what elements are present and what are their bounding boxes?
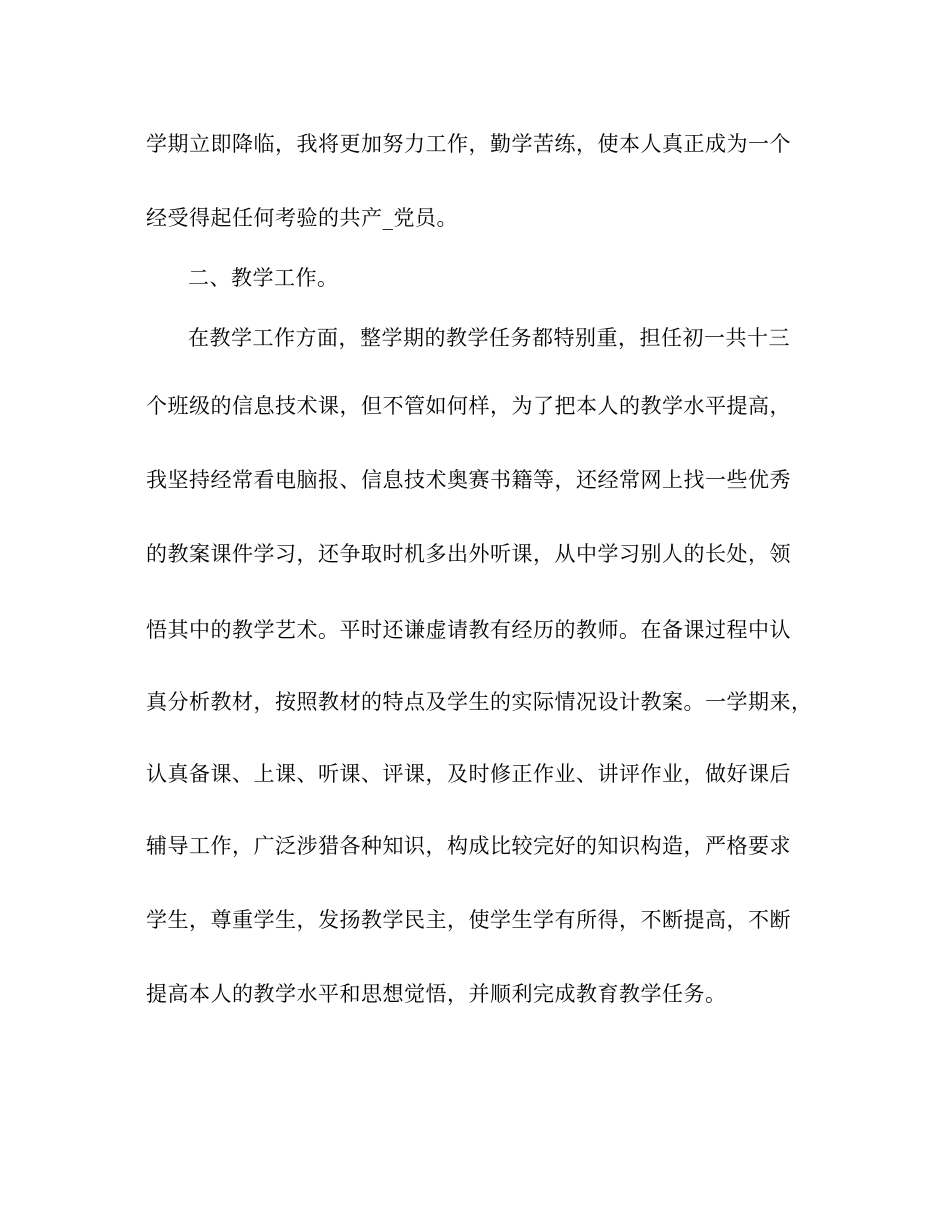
text-line: 个班级的信息技术课，但不管如何样，为了把本人的教学水平提高， bbox=[146, 394, 791, 418]
text-line: 悟其中的教学艺术。平时还谦虚请教有经历的教师。在备课过程中认 bbox=[146, 618, 791, 642]
section-heading: 二、教学工作。 bbox=[188, 266, 339, 290]
text-line: 学期立即降临，我将更加努力工作，勤学苦练，使本人真正成为一个 bbox=[146, 132, 791, 156]
text-line: 学生，尊重学生，发扬教学民主，使学生学有所得，不断提高，不断 bbox=[146, 908, 791, 932]
text-line: 我坚持经常看电脑报、信息技术奥赛书籍等，还经常网上找一些优秀 bbox=[146, 468, 791, 492]
text-line: 认真备课、上课、听课、评课，及时修正作业、讲评作业，做好课后 bbox=[146, 762, 791, 786]
text-line: 经受得起任何考验的共产_党员。 bbox=[146, 206, 458, 230]
text-line: 真分析教材，按照教材的特点及学生的实际情况设计教案。一学期来， bbox=[146, 690, 813, 714]
text-line: 的教案课件学习，还争取时机多出外听课，从中学习别人的长处，领 bbox=[146, 542, 791, 566]
paragraph-first-line: 在教学工作方面，整学期的教学任务都特别重，担任初一共十三 bbox=[188, 326, 790, 350]
text-line: 辅导工作，广泛涉猎各种知识，构成比较完好的知识构造，严格要求 bbox=[146, 834, 791, 858]
text-line: 提高本人的教学水平和思想觉悟，并顺利完成教育教学任务。 bbox=[146, 982, 727, 1006]
